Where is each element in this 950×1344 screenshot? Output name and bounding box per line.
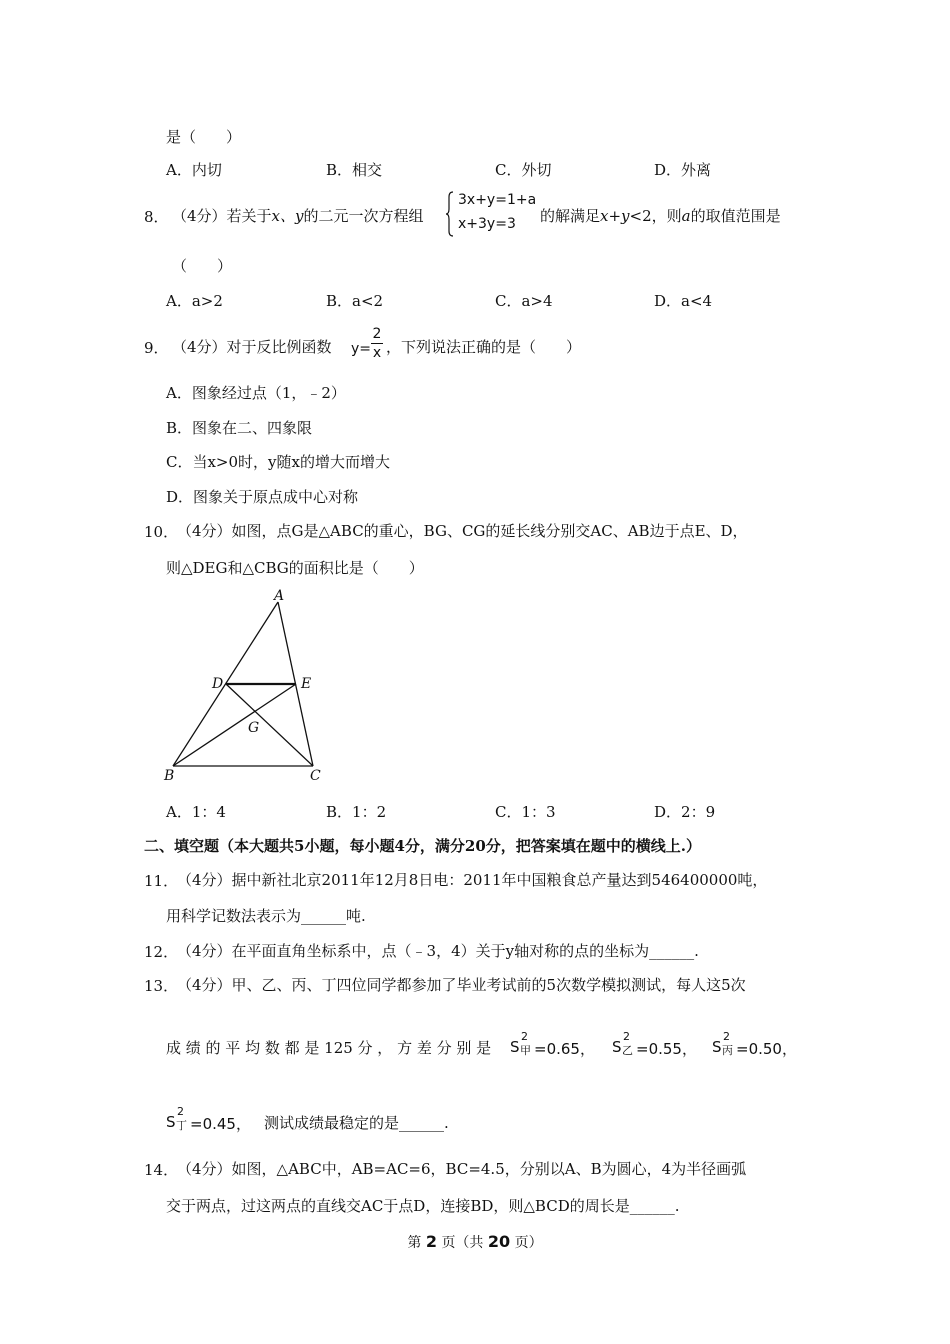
q12-line-1: （4分）在平面直角坐标系中，点（﹣3，4）关于y轴对称的点的坐标为______. xyxy=(177,942,699,960)
q13-line-2: 成 绩 的 平 均 数 都 是 125 分 ， 方 差 分 别 是 xyxy=(166,1039,492,1057)
q8-equation-2: x+3y=3 xyxy=(458,216,516,232)
q10-line-1: （4分）如图，点G是△ABC的重心，BG、CG的延长线分别交AC、AB边于点E、D， xyxy=(177,522,748,540)
q9-text-post: ，下列说法正确的是（ ） xyxy=(386,338,582,356)
q9-option-b: B．图象在二、四象限 xyxy=(166,419,313,437)
q9-fraction-denominator: x xyxy=(372,345,382,361)
q10-option-b: B．1：2 xyxy=(326,803,387,821)
q14-line-1: （4分）如图，△ABC中，AB=AC=6，BC=4.5，分别以A、B为圆心，4为半径画弧 xyxy=(177,1160,747,1178)
q8-text-pre: （4分）若关于x、y的二元一次方程组 xyxy=(172,207,424,225)
label-g: G xyxy=(248,720,260,736)
q10-option-d: D．2：9 xyxy=(654,803,716,821)
q8-equation-system xyxy=(446,190,542,240)
q10-options xyxy=(166,801,886,821)
q13-line-3: 测试成绩最稳定的是______. xyxy=(264,1114,449,1132)
q13-line-1: （4分）甲、乙、丙、丁四位同学都参加了毕业考试前的5次数学模拟测试，每人这5次 xyxy=(177,976,746,994)
label-e: E xyxy=(301,676,312,692)
label-b: B xyxy=(164,768,175,784)
q7-tail: 是（ ） xyxy=(166,128,242,146)
variance-bing: S 2 丙 =0.50， xyxy=(712,1030,797,1058)
q9-option-a: A．图象经过点（1，﹣2） xyxy=(166,384,346,402)
label-c: C xyxy=(310,768,321,784)
q7-options xyxy=(166,159,886,179)
q8-equation-1: 3x+y=1+a xyxy=(458,192,537,208)
q8-number: 8． xyxy=(144,208,169,226)
q8-option-d: D．a<4 xyxy=(654,292,713,310)
q7-option-d: D．外离 xyxy=(654,161,712,179)
q12-number: 12． xyxy=(144,943,179,961)
q9-fraction xyxy=(371,326,383,361)
brace-icon xyxy=(446,191,454,237)
q9-number: 9． xyxy=(144,339,169,357)
triangle-figure xyxy=(150,584,340,784)
label-d: D xyxy=(212,676,224,692)
footer-total-pages: 20 xyxy=(487,1232,511,1251)
q14-number: 14． xyxy=(144,1161,179,1179)
variance-jia: S 2 甲 =0.65， xyxy=(510,1030,595,1058)
segment-be xyxy=(173,684,296,766)
page-footer: 第 2 页（共 20 页） xyxy=(407,1232,543,1251)
section-2-title: 二、填空题（本大题共5小题，每小题4分，满分20分，把答案填在题中的横线上.） xyxy=(144,837,701,855)
q7-option-a: A．内切 xyxy=(166,161,222,179)
q8-options xyxy=(166,290,886,310)
q11-number: 11． xyxy=(144,872,179,890)
q8-text-post: 的解满足x+y<2，则a的取值范围是 xyxy=(540,207,781,225)
q7-option-c: C．外切 xyxy=(495,161,552,179)
q11-line-1: （4分）据中新社北京2011年12月8日电：2011年中国粮食总产量达到546400000吨， xyxy=(177,871,768,889)
q11-line-2: 用科学记数法表示为______吨. xyxy=(166,907,366,925)
segment-cd xyxy=(226,684,313,766)
q10-option-a: A．1：4 xyxy=(166,803,226,821)
q9-fraction-numerator: 2 xyxy=(372,326,382,342)
label-a: A xyxy=(274,588,285,604)
q9-option-c: C．当x>0时，y随x的增大而增大 xyxy=(166,453,390,471)
variance-yi: S 2 乙 =0.55， xyxy=(612,1030,697,1058)
q9-option-d: D．图象关于原点成中心对称 xyxy=(166,488,359,506)
q14-line-2: 交于两点，过这两点的直线交AC于点D，连接BD，则△BCD的周长是______. xyxy=(166,1197,680,1215)
variance-ding: S 2 丁 =0.45， xyxy=(166,1105,251,1133)
q8-paren: （ ） xyxy=(172,257,233,275)
q10-option-c: C．1：3 xyxy=(495,803,556,821)
q9-func-y: y= xyxy=(351,341,372,357)
footer-page-number: 2 xyxy=(425,1232,437,1251)
q8-option-a: A．a>2 xyxy=(166,292,223,310)
q9-text-pre: （4分）对于反比例函数 xyxy=(172,338,332,356)
q13-number: 13． xyxy=(144,977,179,995)
q10-number: 10． xyxy=(144,523,179,541)
q7-option-b: B．相交 xyxy=(326,161,383,179)
q8-option-c: C．a>4 xyxy=(495,292,553,310)
q10-line-2: 则△DEG和△CBG的面积比是（ ） xyxy=(166,559,424,577)
q8-option-b: B．a<2 xyxy=(326,292,384,310)
